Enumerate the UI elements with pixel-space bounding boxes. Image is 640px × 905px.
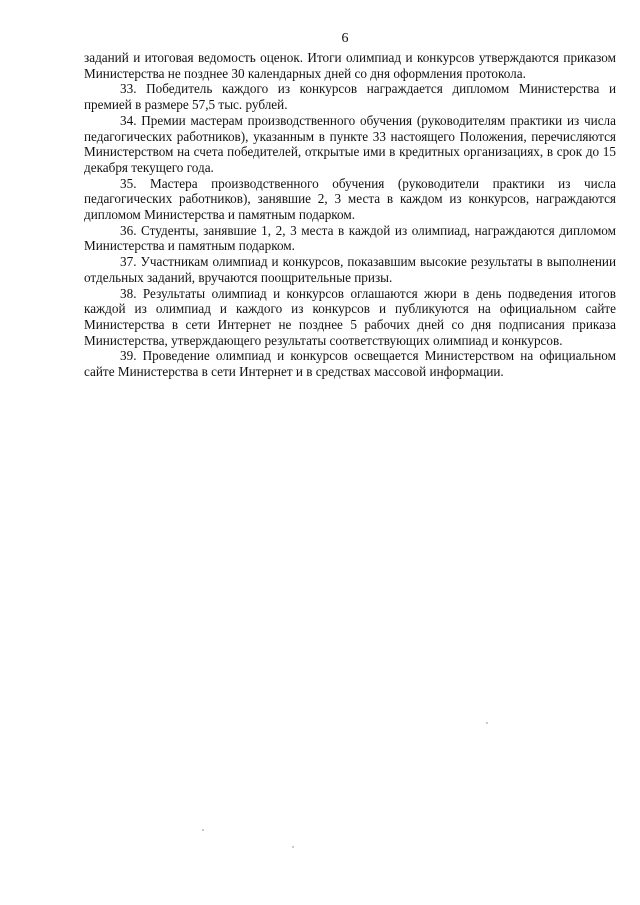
paragraph-continuation: заданий и итоговая ведомость оценок. Итоги олимпиад и конкурсов утверждаются приказом Министерства не позднее 30 календарных дней со дня оформления протокола. xyxy=(84,50,616,81)
scan-speck xyxy=(202,829,204,831)
scan-speck xyxy=(292,846,294,848)
paragraph-35: 35. Мастера производственного обучения (руководители практики из числа педагогических работников), занявшие 2, 3 места в каждом из конкурсов, награждаются дипломом Министерства и памятным подарком. xyxy=(84,175,616,223)
paragraph-37: 37. Участникам олимпиад и конкурсов, показавшим высокие результаты в выполнении отдельных заданий, вручаются поощрительные призы. xyxy=(84,254,616,285)
paragraph-33: 33. Победитель каждого из конкурсов награждается дипломом Министерства и премией в размере 57,5 тыс. рублей. xyxy=(84,81,616,113)
paragraph-39: 39. Проведение олимпиад и конкурсов освещается Министерством на официальном сайте Министерства в сети Интернет и в средствах массовой информации. xyxy=(84,348,616,380)
paragraph-36: 36. Студенты, занявшие 1, 2, 3 места в каждой из олимпиад, награждаются дипломом Министерства и памятным подарком. xyxy=(84,222,616,254)
paragraph-34: 34. Премии мастерам производственного обучения (руководителям практики из числа педагогических работников), указанным в пункте 33 настоящего Положения, перечисляются Министерством на счета победителей, открытые ими в кредитных организациях, в срок до 15 декабря текущего года. xyxy=(84,112,616,175)
paragraph-38: 38. Результаты олимпиад и конкурсов оглашаются жюри в день подведения итогов каждой из олимпиад и каждого из конкурсов и публикуются на официальном сайте Министерства в сети Интернет не позднее 5 рабочих дней со дня подписания приказа Министерства, утверждающего результаты соответствующих олимпиад и конкурсов. xyxy=(84,285,616,348)
scan-speck xyxy=(486,722,488,724)
page-number: 6 xyxy=(341,31,349,46)
